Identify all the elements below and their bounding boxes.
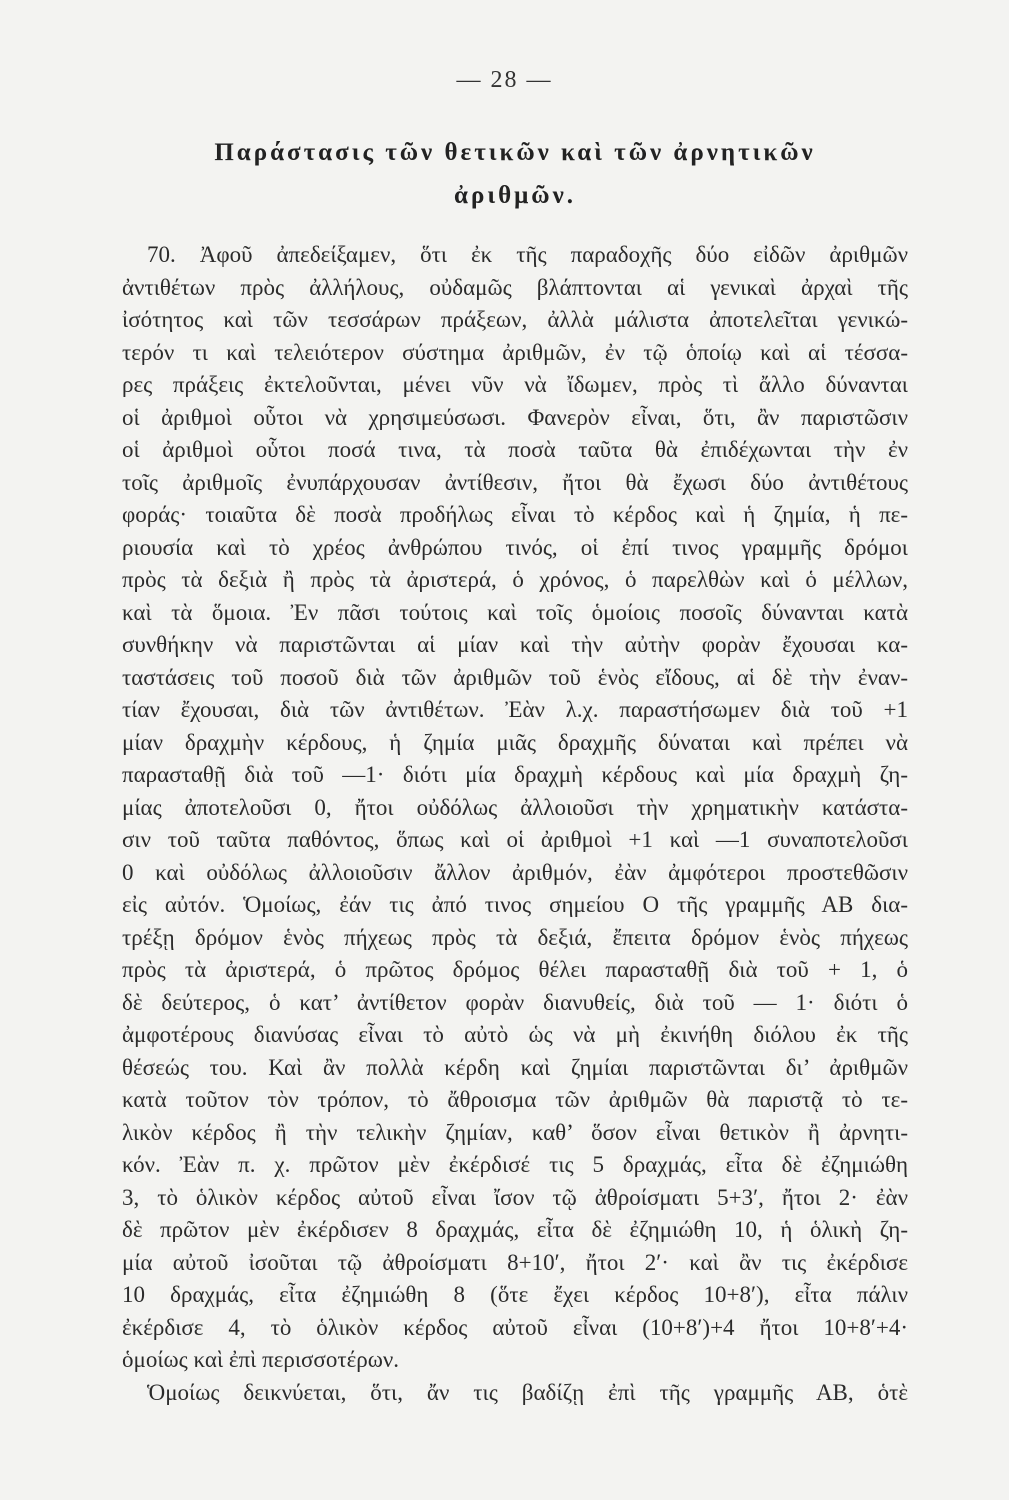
text-line: πρὸς τὰ δεξιὰ ἢ πρὸς τὰ ἀριστερά, ὁ χρόνος, ὁ παρελθὼν καὶ ὁ μέλλων, (122, 567, 908, 592)
body-text (122, 239, 908, 1409)
text-line: λικὸν κέρδος ἢ τὴν τελικὴν ζημίαν, καθ’ ὅσον εἶναι θετικὸν ἢ ἀρνητι- (122, 1119, 908, 1145)
section-heading-line: Παράστασις τῶν θετικῶν καὶ τῶν ἀρνητικῶν (214, 139, 816, 166)
text-line: εἰς αὐτόν. Ὁμοίως, ἐάν τις ἀπό τινος σημείου Ο τῆς γραμμῆς ΑΒ δια- (122, 892, 908, 917)
text-line: δὲ πρῶτον μὲν ἐκέρδισεν 8 δραχμάς, εἶτα δὲ ἐζημιώθη 10, ἡ ὁλικὴ ζη- (122, 1217, 908, 1242)
text-line: ἐκέρδισε 4, τὸ ὁλικὸν κέρδος αὐτοῦ εἶναι (10+8′)+4 ἤτοι 10+8′+4· (122, 1314, 908, 1340)
text-line: πρὸς τὰ ἀριστερά, ὁ πρῶτος δρόμος θέλει παρασταθῇ διὰ τοῦ + 1, ὁ (122, 957, 908, 982)
text-line: ριουσία καὶ τὸ χρέος ἀνθρώπου τινός, οἱ ἐπί τινος γραμμῆς δρόμοι (122, 534, 908, 560)
text-line: συνθήκην νὰ παριστῶνται αἱ μίαν καὶ τὴν αὐτὴν φορὰν ἔχουσαι κα- (122, 632, 908, 657)
text-line: Ὁμοίως δεικνύεται, ὅτι, ἄν τις βαδίζῃ ἐπὶ τῆς γραμμῆς ΑΒ, ὁτὲ (147, 1379, 908, 1405)
section-heading (122, 131, 908, 217)
text-line: κατὰ τοῦτον τὸν τρόπον, τὸ ἄθροισμα τῶν ἀριθμῶν θὰ παριστᾷ τὸ τε- (122, 1087, 908, 1112)
text-line: θέσεώς του. Καὶ ἂν πολλὰ κέρδη καὶ ζημίαι παριστῶνται δι’ ἀριθμῶν (122, 1054, 908, 1080)
text-line: ἀντιθέτων πρὸς ἀλλήλους, οὐδαμῶς βλάπτονται αἱ γενικαὶ ἀρχαὶ τῆς (122, 274, 908, 300)
text-line: τοῖς ἀριθμοῖς ἐνυπάρχουσαν ἀντίθεσιν, ἤτοι θὰ ἔχωσι δύο ἀντιθέτους (122, 469, 908, 495)
text-line: 70. Ἀφοῦ ἀπεδείξαμεν, ὅτι ἐκ τῆς παραδοχῆς δύο εἰδῶν ἀριθμῶν (147, 242, 908, 267)
text-line: παρασταθῇ διὰ τοῦ —1· διότι μία δραχμὴ κέρδους καὶ μία δραχμὴ ζη- (122, 762, 908, 787)
text-line: κόν. Ἐὰν π. χ. πρῶτον μὲν ἐκέρδισέ τις 5 δραχμάς, εἶτα δὲ ἐζημιώθη (122, 1152, 908, 1177)
text-line: 10 δραχμάς, εἶτα ἐζημιώθη 8 (ὅτε ἔχει κέρδος 10+8′), εἶτα πάλιν (122, 1282, 908, 1307)
text-line: δὲ δεύτερος, ὁ κατ’ ἀντίθετον φορὰν διανυθείς, διὰ τοῦ — 1· διότι ὁ (122, 989, 908, 1015)
text-line: μίας ἀποτελοῦσι 0, ἤτοι οὐδόλως ἀλλοιοῦσι τὴν χρηματικὴν κατάστα- (122, 794, 908, 820)
text-line: μία αὐτοῦ ἰσοῦται τῷ ἀθροίσματι 8+10′, ἤτοι 2′· καὶ ἂν τις ἐκέρδισε (122, 1249, 908, 1275)
text-line: 0 καὶ οὐδόλως ἀλλοιοῦσιν ἄλλον ἀριθμόν, ἐὰν ἀμφότεροι προστεθῶσιν (122, 859, 908, 885)
text-line: σιν τοῦ ταῦτα παθόντος, ὅπως καὶ οἱ ἀριθμοὶ +1 καὶ —1 συναποτελοῦσι (122, 827, 908, 852)
text-line: οἱ ἀριθμοὶ οὗτοι ποσά τινα, τὰ ποσὰ ταῦτα θὰ ἐπιδέχωνται τὴν ἐν (122, 437, 908, 462)
text-line: ἀμφοτέρους διανύσας εἶναι τὸ αὐτὸ ὡς νὰ μὴ ἐκινήθη διόλου ἐκ τῆς (122, 1022, 908, 1047)
text-line: φοράς· τοιαῦτα δὲ ποσὰ προδήλως εἶναι τὸ κέρδος καὶ ἡ ζημία, ἡ πε- (122, 502, 908, 527)
text-line: ὁμοίως καὶ ἐπὶ περισσοτέρων. (122, 1347, 399, 1372)
page-number: — 28 — (456, 67, 553, 93)
text-line: οἱ ἀριθμοὶ οὗτοι νὰ χρησιμεύσωσι. Φανερὸν εἶναι, ὅτι, ἂν παριστῶσιν (122, 404, 908, 430)
text-line: ἰσότητος καὶ τῶν τεσσάρων πράξεων, ἀλλὰ μάλιστα ἀποτελεῖται γενικώ- (122, 307, 908, 332)
text-line: τερόν τι καὶ τελειότερον σύστημα ἀριθμῶν, ἐν τῷ ὁποίῳ καὶ αἱ τέσσα- (122, 339, 908, 365)
text-line: καὶ τὰ ὅμοια. Ἐν πᾶσι τούτοις καὶ τοῖς ὁμοίοις ποσοῖς δύνανται κατὰ (122, 599, 908, 625)
text-line: 3, τὸ ὁλικὸν κέρδος αὐτοῦ εἶναι ἴσον τῷ ἀθροίσματι 5+3′, ἤτοι 2· ἐὰν (122, 1184, 908, 1210)
text-line: ρες πράξεις ἐκτελοῦνται, μένει νῦν νὰ ἴδωμεν, πρὸς τὶ ἄλλο δύνανται (122, 372, 908, 397)
text-line: τίαν ἔχουσαι, διὰ τῶν ἀντιθέτων. Ἐὰν λ.χ. παραστήσωμεν διὰ τοῦ +1 (122, 697, 908, 722)
text-line: ταστάσεις τοῦ ποσοῦ διὰ τῶν ἀριθμῶν τοῦ ἑνὸς εἴδους, αἱ δὲ τὴν ἐναν- (122, 664, 908, 690)
text-line: τρέξῃ δρόμον ἑνὸς πήχεως πρὸς τὰ δεξιά, ἔπειτα δρόμον ἑνὸς πήχεως (122, 924, 908, 950)
text-line: μίαν δραχμὴν κέρδους, ἡ ζημία μιᾶς δραχμῆς δύναται καὶ πρέπει νὰ (122, 729, 908, 755)
section-heading-line: ἀριθμῶν. (454, 182, 576, 209)
